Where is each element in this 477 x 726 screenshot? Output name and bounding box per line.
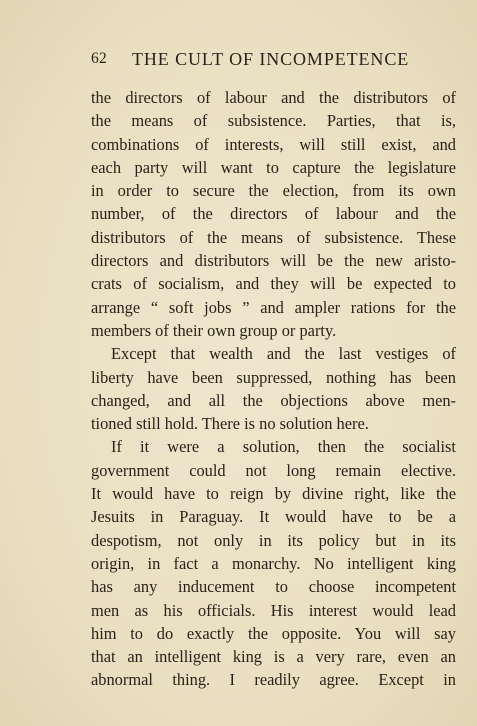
text-line: that an intelligent king is a very rare, even an — [91, 647, 456, 667]
page-number: 62 — [91, 50, 108, 67]
text-line: abnormal thing. I readily agree. Except in — [91, 670, 456, 690]
text-line: him to do exactly the opposite. You will say — [91, 623, 456, 643]
paragraph-start-line: If it were a solution, then the socialist — [111, 437, 456, 457]
text-line: liberty have been suppressed, nothing has been — [91, 367, 456, 387]
paragraph-start-line: Except that wealth and the last vestiges of — [111, 344, 456, 364]
text-line: crats of socialism, and they will be expected to — [91, 274, 456, 294]
text-line: combinations of interests, will still exist, and — [91, 134, 456, 154]
text-line: men as his officials. His interest would lead — [91, 600, 456, 620]
text-line: government could not long remain elective. — [91, 460, 456, 480]
text-line: changed, and all the objections above men- — [91, 390, 456, 410]
paragraph-end-line: tioned still hold. There is no solution here. — [91, 414, 369, 434]
text-line: Jesuits in Paraguay. It would have to be a — [91, 507, 456, 527]
text-line: It would have to reign by divine right, like the — [91, 484, 456, 504]
text-line: origin, in fact a monarchy. No intelligent king — [91, 553, 456, 573]
text-line: the means of subsistence. Parties, that is, — [91, 111, 456, 131]
text-line: the directors of labour and the distributors of — [91, 88, 456, 107]
text-line: directors and distributors will be the new aristo- — [91, 251, 456, 271]
text-line: despotism, not only in its policy but in its — [91, 530, 456, 550]
running-head — [91, 50, 455, 72]
paragraph-end-line: members of their own group or party. — [91, 320, 337, 340]
text-line: arrange “ soft jobs ” and ampler rations for the — [91, 297, 456, 317]
running-title: THE CULT OF INCOMPETENCE — [132, 49, 410, 69]
text-line: each party will want to capture the legislature — [91, 157, 456, 177]
text-line: distributors of the means of subsistence. These — [91, 227, 456, 247]
text-line: in order to secure the election, from its own — [91, 181, 456, 201]
text-line: has any inducement to choose incompetent — [91, 577, 456, 597]
text-line: number, of the directors of labour and the — [91, 204, 456, 224]
body-text — [91, 86, 456, 692]
